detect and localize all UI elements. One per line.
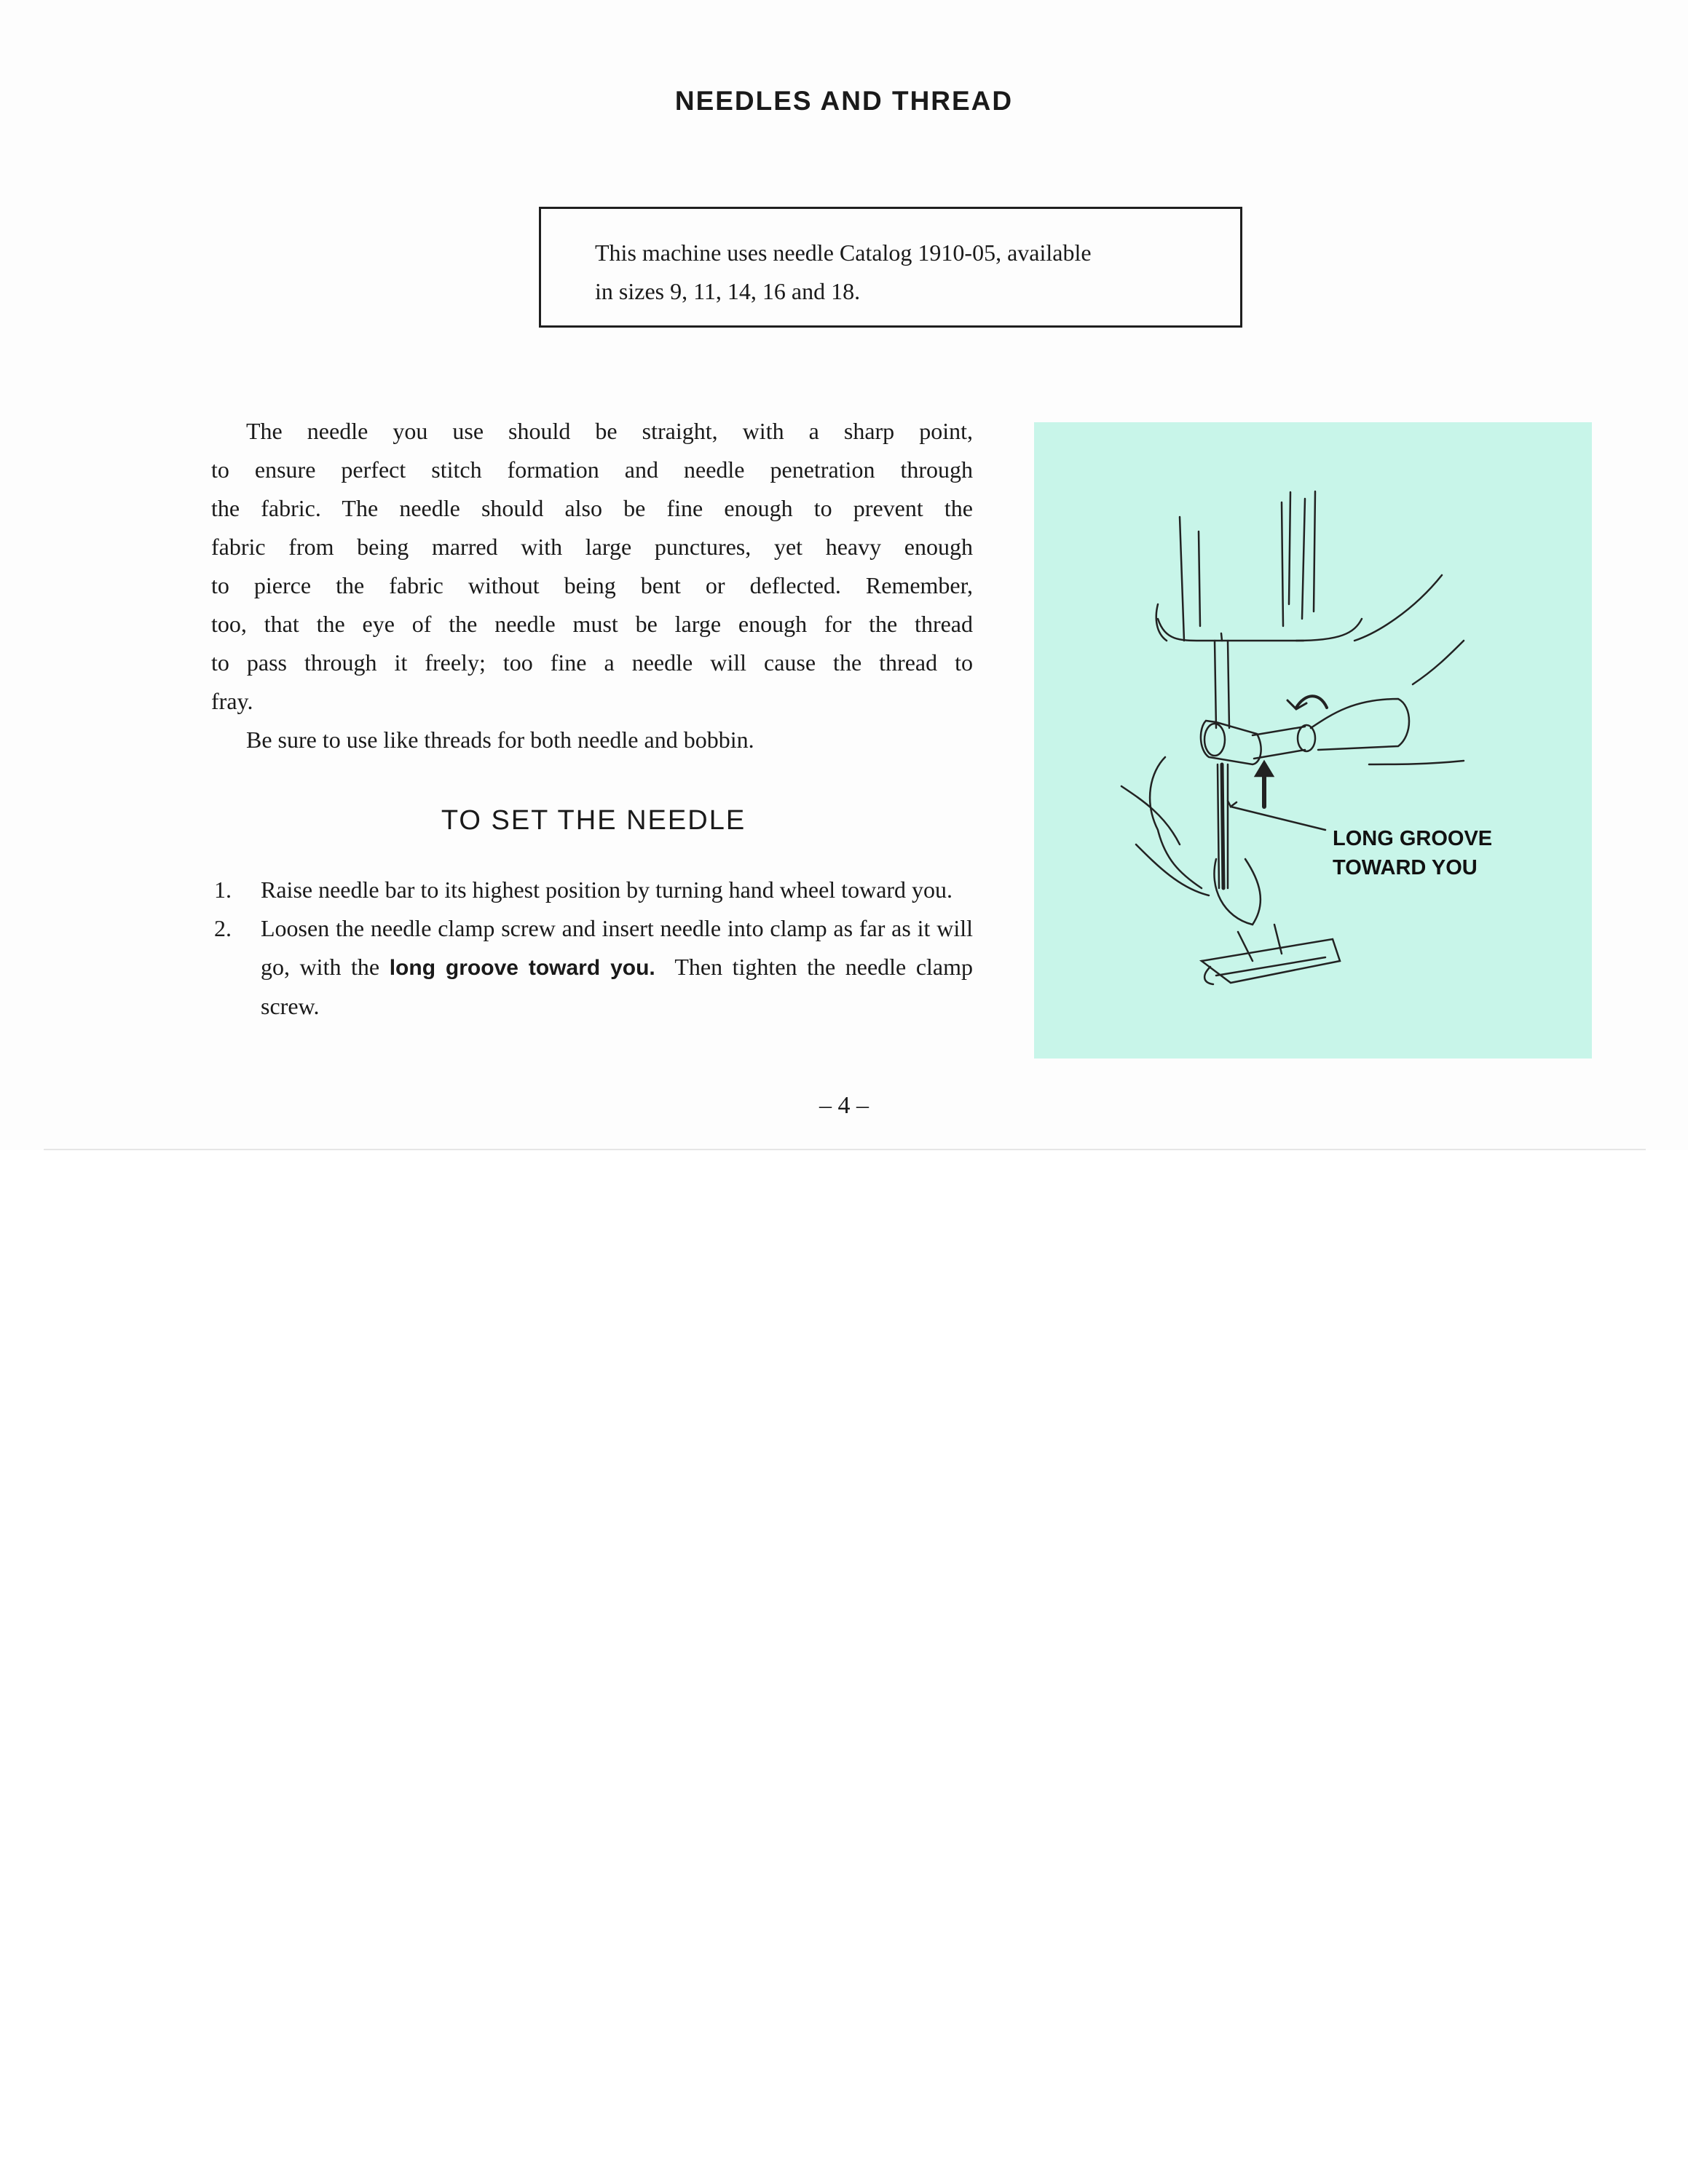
- note-line: This machine uses needle Catalog 1910-05, available: [595, 240, 1092, 266]
- body-line: fabric from being marred with large punctures, yet heavy enough: [211, 534, 973, 560]
- needle-setting-illustration: [1034, 422, 1592, 1059]
- body-line: too, that the eye of the needle must be large enough for the thread: [211, 611, 973, 637]
- note-line: in sizes 9, 11, 14, 16 and 18.: [595, 278, 861, 304]
- step-text-start: Loosen the needle clamp screw and insert needle into clamp as far as it will go, with the: [261, 915, 973, 980]
- body-line: to pass through it freely; too fine a needle will cause the thread to: [211, 649, 973, 676]
- body-line: fray.: [211, 688, 253, 714]
- body-line: to pierce the fabric without being bent or deflected. Remember,: [211, 572, 973, 598]
- step-item: [211, 909, 973, 1026]
- body-line: the fabric. The needle should also be fine enough to prevent the: [211, 495, 973, 521]
- step-item: [211, 871, 973, 909]
- page-edge-divider: [44, 1149, 1646, 1150]
- step-text: Raise needle bar to its highest position by turning hand wheel toward you.: [261, 877, 953, 903]
- body-line: to ensure perfect stitch formation and needle penetration through: [211, 456, 973, 483]
- step-number: 1.: [214, 877, 232, 903]
- thread-note: Be sure to use like threads for both needle and bobbin.: [246, 727, 754, 753]
- step-number: 2.: [214, 915, 232, 941]
- label-line: TOWARD YOU: [1333, 856, 1478, 879]
- long-groove-label: [1333, 824, 1492, 882]
- body-line: The needle you use should be straight, with a sharp point,: [246, 418, 973, 444]
- section-heading: TO SET THE NEEDLE: [441, 805, 746, 836]
- page-title: NEEDLES AND THREAD: [674, 86, 1014, 116]
- needle-catalog-note: [539, 207, 1242, 328]
- step-text-end: Then tighten the needle clamp screw.: [261, 954, 974, 1019]
- page-number: – 4 –: [819, 1092, 869, 1119]
- label-line: LONG GROOVE: [1333, 827, 1493, 850]
- instruction-steps: [211, 871, 973, 1026]
- step-text: [261, 909, 973, 1026]
- needle-clamp-drawing: [1034, 422, 1592, 1059]
- needle-guidance-paragraph: [211, 412, 973, 759]
- emphasis-long-groove: long groove toward you.: [389, 956, 655, 980]
